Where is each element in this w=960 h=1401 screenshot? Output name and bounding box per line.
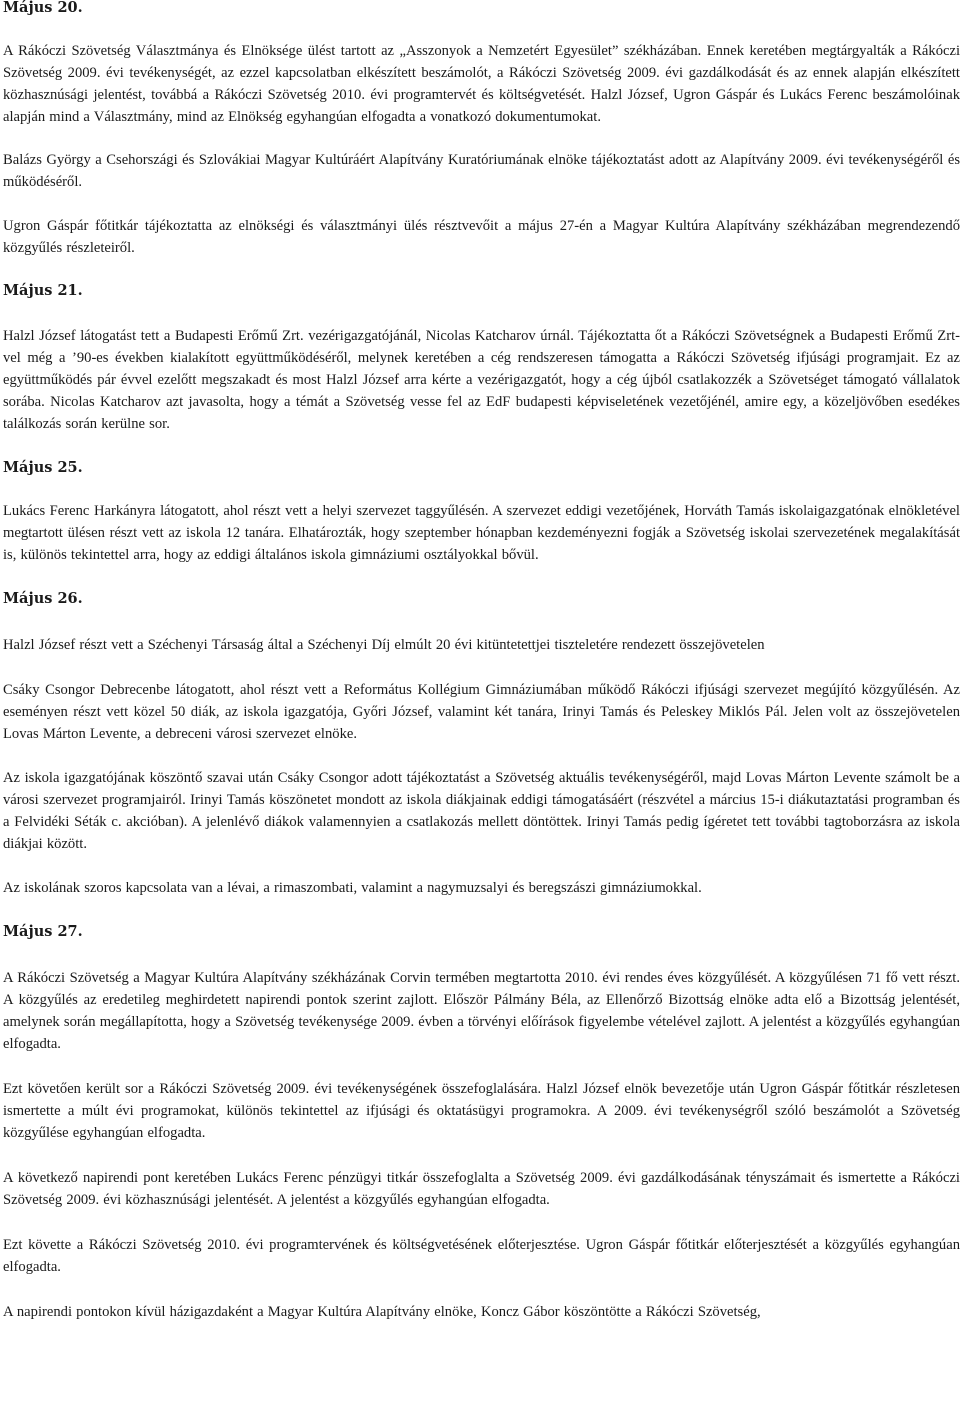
paragraph: A következő napirendi pont keretében Lukács Ferenc pénzügyi titkár összefoglalta a Szövetség 2009. évi gazdálkodásának tényszámait és ismertette a Rákóczi Szövetség 2009. évi közhasznúsági jelentését. A jelentést a közgyűlés egyhangúan elfogadta.: [3, 1170, 960, 1208]
paragraph: Balázs György a Csehországi és Szlovákiai Magyar Kultúráért Alapítvány Kuratóriumának elnöke tájékoztatást adott az Alapítvány 2009. évi tevékenységéről és működéséről.: [3, 152, 960, 190]
paragraph: Ezt követte a Rákóczi Szövetség 2010. évi programtervének és költségvetésének előterjesztése. Ugron Gáspár főtitkár előterjesztését a közgyűlés egyhangúan elfogadta.: [3, 1237, 960, 1275]
paragraph: Ezt követően került sor a Rákóczi Szövetség 2009. évi tevékenységének összefoglalására. Halzl József elnök bevezetője után Ugron Gáspár főtitkár részletesen ismertette a múlt évi programokat, különös tekintettel az ifjúsági és oktatásügyi programokra. A 2009. évi tevékenységről szóló beszámolót a Szövetség közgyűlése egyhangúan elfogadta.: [3, 1081, 960, 1141]
date-heading: Május 25.: [3, 459, 83, 476]
paragraph: Lukács Ferenc Harkányra látogatott, ahol részt vett a helyi szervezet taggyűlésén. A szervezet eddigi vezetőjének, Horváth Tamás iskolaigazgatónak elnökletével megtartott ülésen részt vett az iskola 12 tanára. Elhatározták, hogy szeptember hónapban kezdeményezni fogják a Szövetség iskolai szervezetének megalakítását is, különös tekintettel arra, hogy az eddigi általános iskola gimnáziumi osztályokkal bővül.: [3, 503, 960, 563]
paragraph: Az iskola igazgatójának köszöntő szavai után Csáky Csongor adott tájékoztatást a Szövetség aktuális tevékenységéről, majd Lovas Márton Levente számolt be a városi szervezet programjairól. Irinyi Tamás köszönetet mondott az iskola diákjainak eddigi támogatásáért (részvétel a március 15-i diákutaztatási programban és a Felvidéki Séták c. akcióban). A jelenlévő diákok valamennyien a csatlakozás mellett döntöttek. Irinyi Tamás pedig ígéretet tett további tagtoborzásra az iskola diákjai között.: [3, 770, 960, 852]
paragraph: Csáky Csongor Debrecenbe látogatott, ahol részt vett a Református Kollégium Gimnáziumában működő Rákóczi ifjúsági szervezet megújító közgyűlésén. Az eseményen részt vett közel 50 diák, az iskola igazgatója, Győri József, valamint két tanára, Irinyi Tamás és Peleskey Miklós Pál. Jelen volt az összejövetelen Lovas Márton Levente, a debreceni városi szervezet elnöke.: [3, 682, 960, 742]
paragraph: Az iskolának szoros kapcsolata van a lévai, a rimaszombati, valamint a nagymuzsalyi és beregszászi gimnáziumokkal.: [3, 880, 702, 896]
date-heading: Május 27.: [3, 923, 83, 940]
date-heading: Május 20.: [3, 0, 83, 16]
paragraph: Ugron Gáspár főtitkár tájékoztatta az elnökségi és választmányi ülés résztvevőit a május 27-én a Magyar Kultúra Alapítvány székházában megrendezendő közgyűlés részleteiről.: [3, 218, 960, 256]
date-heading: Május 26.: [3, 590, 83, 607]
paragraph: Halzl József látogatást tett a Budapesti Erőmű Zrt. vezérigazgatójánál, Nicolas Katcharov úrnál. Tájékoztatta őt a Rákóczi Szövetségnek a Budapesti Erőmű Zrt-vel még a ’90-es években kialakított együttműködéséről, melynek keretében a cég rendszeresen támogatta a Rákóczi Szövetség ifjúsági programjait. Ez az együttműködés pár évvel ezelőtt megszakadt és most Halzl József arra kérte a vezérigazgatót, hogy a cég újból csatlakozzék a Szövetséget támogató vállalatok sorába. Nicolas Katcharov azt javasolta, hogy a témát a Szövetség vesse fel az EdF budapesti képviseletének vezetőjénél, amire egy, a közeljövőben esedékes találkozás során kerülne sor.: [3, 328, 960, 432]
paragraph: Halzl József részt vett a Széchenyi Társaság által a Széchenyi Díj elmúlt 20 évi kitüntetettjei tiszteletére rendezett összejövetelen: [3, 637, 765, 653]
date-heading: Május 21.: [3, 282, 83, 299]
paragraph: A Rákóczi Szövetség a Magyar Kultúra Alapítvány székházának Corvin termében megtartotta 2010. évi rendes éves közgyűlését. A közgyűlésen 71 fő vett részt. A közgyűlés az eredetileg meghirdetett napirendi pontok szerint zajlott. Először Pálmány Béla, az Ellenőrző Bizottság elnöke adta elő a Bizottság jelentését, amelynek során megállapította, hogy a Szövetség tevékenysége 2009. évben a törvényi előírások figyelembe vételével zajlott. A jelentést a közgyűlés egyhangúan elfogadta.: [3, 970, 960, 1052]
paragraph: A napirendi pontokon kívül házigazdaként a Magyar Kultúra Alapítvány elnöke, Koncz Gábor köszöntötte a Rákóczi Szövetség,: [3, 1304, 761, 1320]
paragraph: A Rákóczi Szövetség Választmánya és Elnöksége ülést tartott az „Asszonyok a Nemzetért Egyesület” székházában. Ennek keretében megtárgyalták a Rákóczi Szövetség 2009. évi tevékenységét, az ezzel kapcsolatban elkészített beszámolót, a Rákóczi Szövetség 2009. évi gazdálkodását és az ennek alapján elkészített közhasznúsági jelentést, továbbá a Rákóczi Szövetség 2010. évi programtervét és költségvetését. Halzl József, Ugron Gáspár és Lukács Ferenc beszámolóinak alapján mind a Választmány, mind az Elnökség egyhangúan elfogadta a vonatkozó dokumentumokat.: [3, 43, 960, 125]
